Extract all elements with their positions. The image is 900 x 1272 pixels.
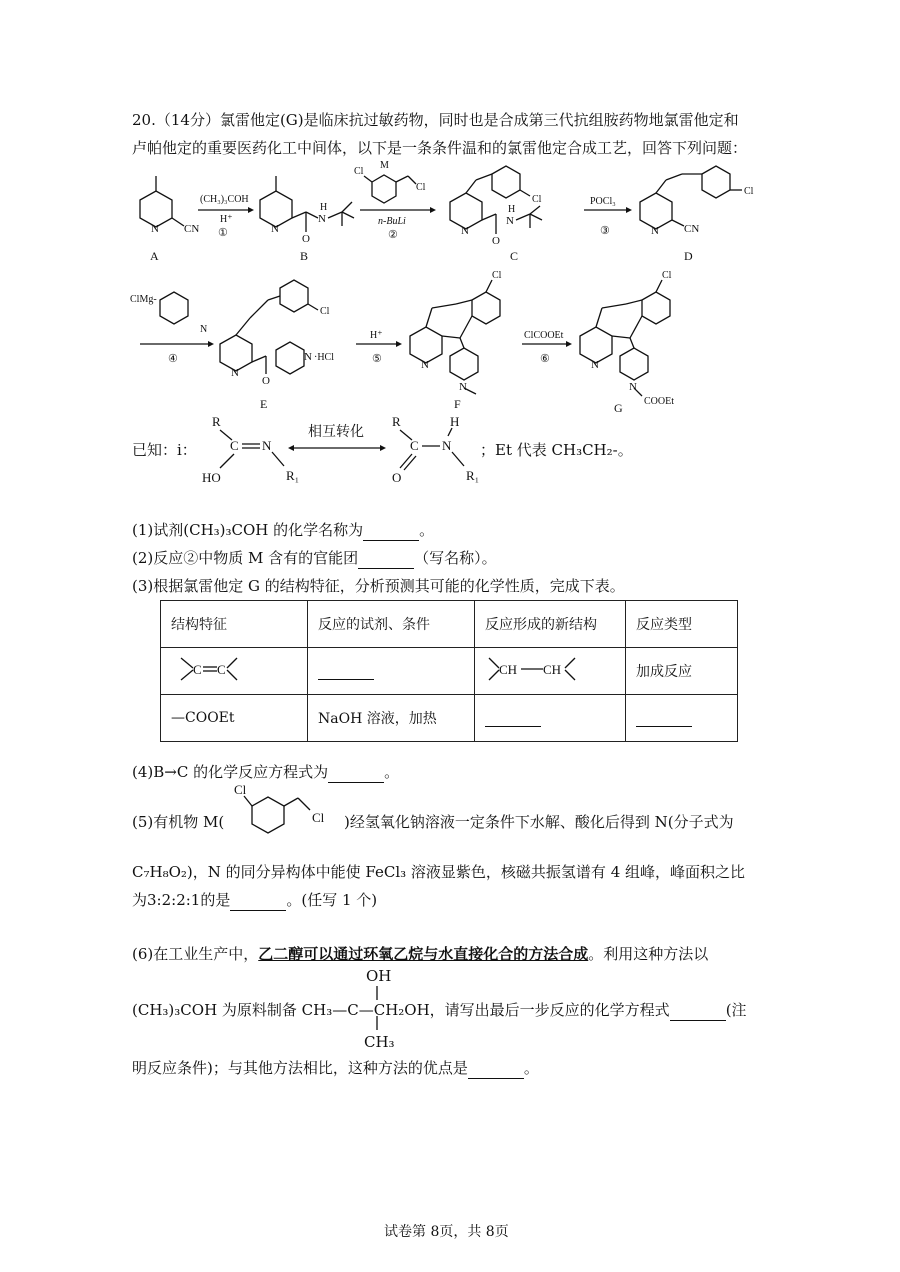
amide [392, 414, 479, 485]
question-6-part-c: 明反应条件)；与其他方法相比，这种方法的优点是 。 [132, 1059, 539, 1077]
svg-text:R: R [392, 414, 401, 429]
imidic-acid [202, 414, 299, 485]
svg-text:CH: CH [499, 662, 518, 677]
svg-text:C: C [193, 662, 202, 677]
reaction-scheme [120, 160, 800, 420]
svg-text:R: R [212, 414, 221, 429]
svg-text:O: O [262, 375, 270, 387]
label-d: D [684, 249, 693, 263]
svg-text:N: N [318, 213, 326, 225]
arrow-step-1 [198, 194, 254, 239]
question-6-part-a: (6)在工业生产中，乙二醇可以通过环氧乙烷与水直接化合的方法合成。利用这种方法以 [132, 945, 709, 963]
table-cell: 加成反应 [626, 648, 738, 695]
intro-line-2: 卢帕他定的重要医药化工中间体，以下是一条条件温和的氯雷他定合成工艺，回答下列问题： [132, 139, 748, 157]
svg-text:④: ④ [168, 353, 178, 365]
svg-text:C: C [410, 438, 419, 453]
svg-text:N: N [459, 381, 467, 393]
compound-g [580, 270, 674, 415]
svg-text:Cl: Cl [744, 186, 754, 197]
answer-blank-q6-advantage[interactable] [468, 1058, 524, 1079]
table-row [161, 648, 738, 695]
compound-b [260, 176, 354, 263]
alkene-structure [171, 652, 241, 686]
compound-c [450, 166, 542, 263]
question-5-part-a: (5)有机物 M( [132, 813, 225, 831]
svg-text:COOEt: COOEt [644, 396, 674, 407]
svg-text:N: N [442, 438, 452, 453]
answer-blank-q5[interactable] [230, 890, 286, 911]
svg-text:C: C [230, 438, 239, 453]
svg-text:Cl: Cl [354, 166, 364, 177]
ch3-substituent: CH₃ [364, 1033, 395, 1051]
svg-text:N: N [629, 381, 637, 393]
table-cell: NaOH 溶液，加热 [308, 695, 475, 742]
svg-text:③: ③ [600, 225, 610, 237]
svg-text:R₁: R₁ [286, 468, 300, 483]
question-5-part-c: C₇H₈O₂)，N 的同分异构体中能使 FeCl₃ 溶液显紫色，核磁共振氢谱有 4 组峰，峰面积之比 [132, 863, 746, 881]
compound-f [410, 270, 502, 411]
answer-blank-q3-type[interactable] [636, 710, 692, 727]
question-4: (4)B→C 的化学反应方程式为 。 [132, 763, 400, 781]
svg-text:CN: CN [684, 223, 700, 235]
svg-text:H: H [508, 204, 516, 215]
arrow-step-6 [522, 330, 572, 365]
svg-text:N: N [506, 215, 514, 227]
table-cell [161, 648, 308, 695]
oh-substituent: OH [366, 967, 392, 985]
svg-text:N: N [651, 225, 659, 237]
table-cell [475, 695, 626, 742]
table-cell [475, 648, 626, 695]
answer-blank-q3-structure[interactable] [485, 710, 541, 727]
alkane-structure [485, 652, 581, 686]
svg-text:Cl: Cl [532, 194, 542, 205]
svg-text:H⁺: H⁺ [370, 330, 383, 341]
svg-text:N: N [262, 438, 272, 453]
compound-d [640, 166, 754, 263]
underlined-hint: 乙二醇可以通过环氧乙烷与水直接化合的方法合成 [258, 945, 589, 963]
svg-text:·HCl: ·HCl [314, 352, 334, 363]
table-header: 结构特征 [161, 601, 308, 648]
label-g: G [614, 401, 623, 415]
label-c: C [510, 249, 519, 263]
svg-text:①: ① [218, 227, 228, 239]
svg-text:C: C [217, 662, 226, 677]
page-footer: 试卷第 8页，共 8页 [384, 1224, 509, 1240]
svg-text:Cl: Cl [492, 270, 502, 281]
svg-text:N: N [200, 324, 208, 335]
svg-text:②: ② [388, 229, 398, 241]
svg-text:⑤: ⑤ [372, 353, 382, 365]
svg-text:Cl: Cl [320, 306, 330, 317]
svg-text:(CH₃)₃COH: (CH₃)₃COH [200, 194, 249, 205]
svg-text:H: H [320, 202, 328, 213]
arrow-step-3 [584, 196, 632, 237]
question-6-part-b: (CH₃)₃COH 为原料制备 CH₃—C—CH₂OH，请写出最后一步反应的化学方程式 (注 [132, 1001, 747, 1019]
svg-text:ClMg-: ClMg- [130, 294, 157, 305]
svg-text:Cl: Cl [312, 810, 325, 825]
table-row [161, 695, 738, 742]
svg-text:CH: CH [543, 662, 562, 677]
svg-text:n-BuLi: n-BuLi [378, 216, 406, 227]
label-f: F [454, 397, 461, 411]
svg-text:N: N [304, 351, 312, 363]
svg-text:Cl: Cl [416, 182, 426, 193]
table-header-row [161, 601, 738, 648]
svg-text:N: N [271, 223, 279, 235]
svg-text:R₁: R₁ [466, 468, 480, 483]
label-e: E [260, 397, 268, 411]
compound-e [220, 280, 334, 411]
answer-blank-q1[interactable] [363, 520, 419, 541]
arrow-step-2 [354, 160, 436, 241]
svg-text:Cl: Cl [662, 270, 672, 281]
svg-text:N: N [151, 223, 159, 235]
table-cell [626, 695, 738, 742]
compound-m-structure [232, 782, 342, 842]
tautomer-equilibrium [190, 410, 490, 490]
table-cell [308, 648, 475, 695]
svg-text:M: M [380, 160, 389, 171]
table-header: 反应形成的新结构 [475, 601, 626, 648]
known-prefix: 已知：i： [132, 441, 197, 459]
svg-text:N: N [421, 359, 429, 371]
question-1: (1)试剂(CH₃)₃COH 的化学名称为 。 [132, 521, 435, 539]
table-header: 反应类型 [626, 601, 738, 648]
arrow-step-5 [356, 330, 402, 365]
known-suffix: ；Et 代表 CH₃CH₂-。 [480, 441, 633, 459]
answer-blank-q2[interactable] [358, 548, 414, 569]
svg-text:HO: HO [202, 470, 221, 485]
label-b: B [300, 249, 309, 263]
answer-blank-q3-reagent[interactable] [318, 663, 374, 680]
answer-blank-q4[interactable] [328, 762, 384, 783]
svg-text:N: N [231, 367, 239, 379]
svg-text:O: O [392, 470, 402, 485]
equilibrium-arrow [288, 423, 386, 451]
svg-text:相互转化: 相互转化 [308, 425, 364, 440]
svg-text:N: N [591, 359, 599, 371]
table-header: 反应的试剂、条件 [308, 601, 475, 648]
svg-text:N: N [461, 225, 469, 237]
label-a: A [150, 249, 159, 263]
svg-text:⑥: ⑥ [540, 353, 550, 365]
svg-text:H⁺: H⁺ [220, 214, 233, 225]
properties-table [160, 600, 738, 742]
question-5-part-b: )经氢氧化钠溶液一定条件下水解、酸化后得到 N(分子式为 [344, 813, 734, 831]
answer-blank-q6-equation[interactable] [670, 1000, 726, 1021]
question-3: (3)根据氯雷他定 G 的结构特征，分析预测其可能的化学性质，完成下表。 [132, 577, 625, 595]
question-5-part-d: 为3:2:2:1的是 。(任写 1 个) [132, 891, 378, 909]
svg-text:Cl: Cl [234, 782, 247, 797]
intro-line-1: 20.（14分）氯雷他定(G)是临床抗过敏药物，同时也是合成第三代抗组胺药物地氯雷他定和 [132, 111, 739, 129]
svg-text:POCl₃: POCl₃ [590, 196, 616, 207]
svg-text:ClCOOEt: ClCOOEt [524, 330, 564, 341]
svg-text:H: H [450, 414, 460, 429]
svg-text:O: O [302, 233, 310, 245]
svg-text:O: O [492, 235, 500, 247]
arrow-step-4 [130, 292, 214, 365]
table-cell: —COOEt [161, 695, 308, 742]
compound-a [140, 176, 199, 263]
question-2: (2)反应②中物质 M 含有的官能团 （写名称）。 [132, 549, 497, 567]
svg-text:CN: CN [184, 223, 200, 235]
